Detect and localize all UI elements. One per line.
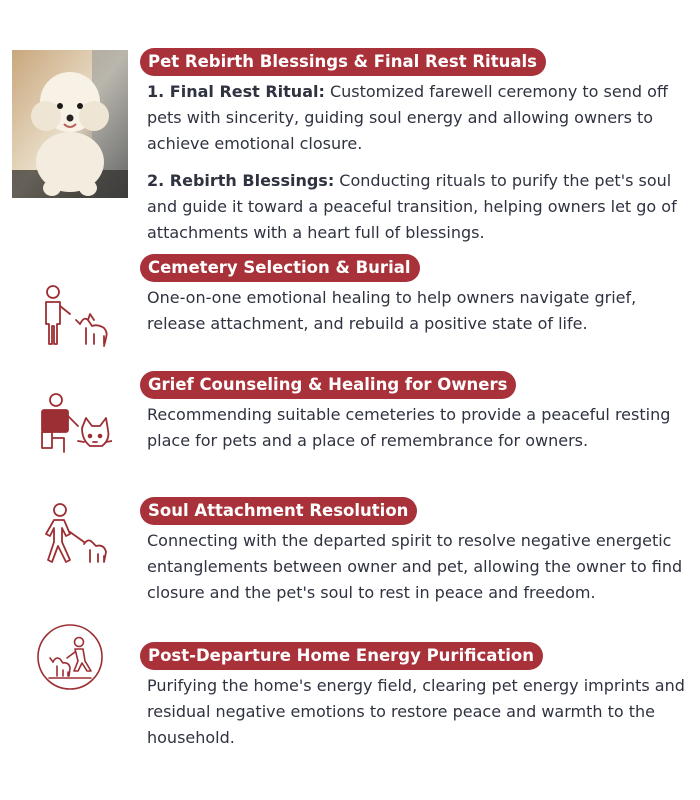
section-text: Purifying the home's energy field, clearing pet energy imprints and residual negative emotions to restore peace and warmth to the household. (147, 676, 685, 747)
section-title: Post-Departure Home Energy Purification (140, 642, 543, 670)
paragraph-lead: 2. Rebirth Blessings: (147, 171, 335, 190)
white-poodle-photo (12, 50, 128, 198)
paragraph-lead: 1. Final Rest Ritual: (147, 82, 325, 101)
person-playing-with-dog-circle-icon (35, 622, 105, 696)
paragraph-text: Customized farewell ceremony to send off pets with sincerity, guiding soul energy and allowing owners to achieve emotional closure. (147, 82, 668, 153)
section-text: One-on-one emotional healing to help owners navigate grief, release attachment, and rebuild a positive state of life. (147, 288, 637, 333)
person-kneeling-with-cat-icon (36, 392, 112, 464)
person-walking-dog-icon (36, 502, 112, 572)
section-body (147, 79, 692, 257)
section-title: Soul Attachment Resolution (140, 497, 417, 525)
section-text: Recommending suitable cemeteries to provide a peaceful resting place for pets and a place of remembrance for owners. (147, 405, 671, 450)
person-with-dog-icon (36, 284, 112, 354)
section-text: Connecting with the departed spirit to resolve negative energetic entanglements between owner and pet, allowing the owner to find closure and the pet's soul to rest in peace and freedom. (147, 531, 683, 602)
paragraph (147, 168, 692, 246)
paragraph-text: Conducting rituals to purify the pet's soul and guide it toward a peaceful transition, helping owners let go of attachments with a heart full of blessings. (147, 171, 677, 242)
section-title: Cemetery Selection & Burial (140, 254, 420, 282)
paragraph (147, 79, 692, 157)
section-title: Pet Rebirth Blessings & Final Rest Rituals (140, 48, 546, 76)
section-title: Grief Counseling & Healing for Owners (140, 371, 516, 399)
